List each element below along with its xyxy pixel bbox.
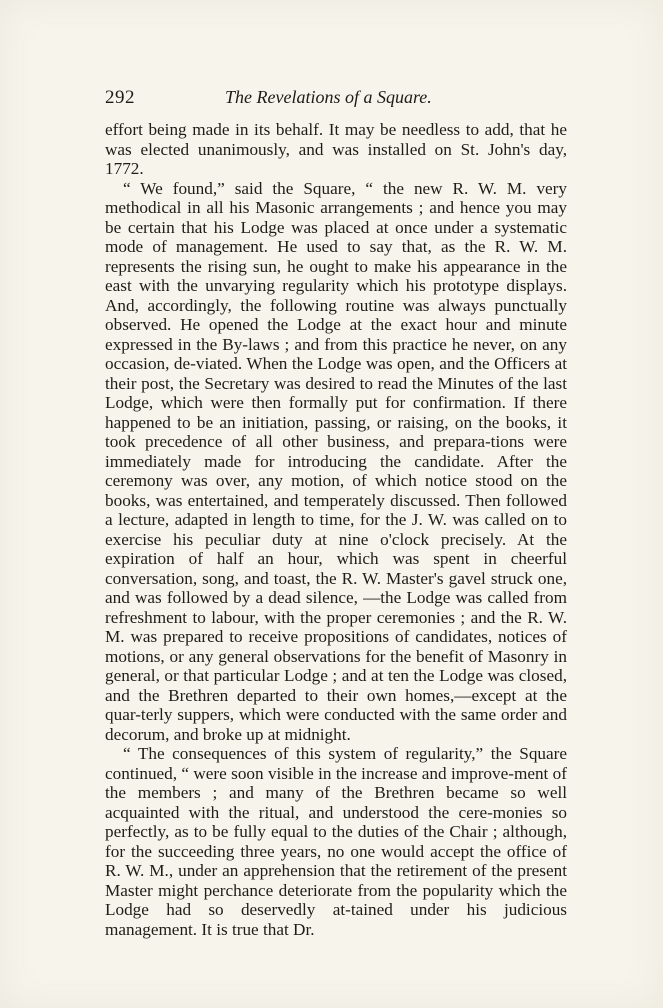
- body-text: [105, 120, 567, 939]
- paragraph-lodge-routine: “ We found,” said the Square, “ the new R. W. M. very methodical in all his Masonic arrangements ; and hence you may be certain that his Lodge was placed at once under a systematic mode of management. He used to say that, as the R. W. M. represents the rising sun, he ought to make his appearance in the east with the unvarying regularity which his prototype displays. And, accordingly, the following routine was always punctually observed. He opened the Lodge at the exact hour and minute expressed in the By-laws ; and from this practice he never, on any occasion, de-viated. When the Lodge was open, and the Officers at their post, the Secretary was desired to read the Minutes of the last Lodge, which were then formally put for confirmation. If there happened to be an initiation, passing, or raising, on the books, it took precedence of all other business, and prepara-tions were immediately made for introducing the candidate. After the ceremony was over, any motion, of which notice stood on the books, was entertained, and temperately discussed. Then followed a lecture, adapted in length to time, for the J. W. was called on to exercise his peculiar duty at nine o'clock precisely. At the expiration of half an hour, which was spent in cheerful conversation, song, and toast, the R. W. Master's gavel struck one, and was followed by a dead silence, —the Lodge was called from refreshment to labour, with the proper ceremonies ; and the R. W. M. was prepared to receive propositions of candidates, notices of motions, or any general observations for the benefit of Masonry in general, or that particular Lodge ; and at ten the Lodge was closed, and the Brethren departed to their own homes,—except at the quar-terly suppers, which were conducted with the same order and decorum, and broke up at midnight.: [105, 178, 567, 744]
- running-title: The Revelations of a Square.: [225, 87, 432, 107]
- paragraph-continuation: effort being made in its behalf. It may be needless to add, that he was elected unanimously, and was installed on St. John's day, 1772.: [105, 120, 567, 178]
- page-header: [105, 87, 567, 113]
- page-number: 292: [105, 87, 135, 108]
- paragraph-consequences: “ The consequences of this system of regularity,” the Square continued, “ were soon visible in the increase and improve-ment of the members ; and many of the Brethren became so well acquainted with the ritual, and understood the cere-monies so perfectly, as to be fully equal to the duties of the Chair ; although, for the succeeding three years, no one would accept the office of R. W. M., under an apprehension that the retirement of the present Master might perchance deteriorate from the popularity which the Lodge had so deservedly at-tained under his judicious management. It is true that Dr.: [105, 744, 567, 939]
